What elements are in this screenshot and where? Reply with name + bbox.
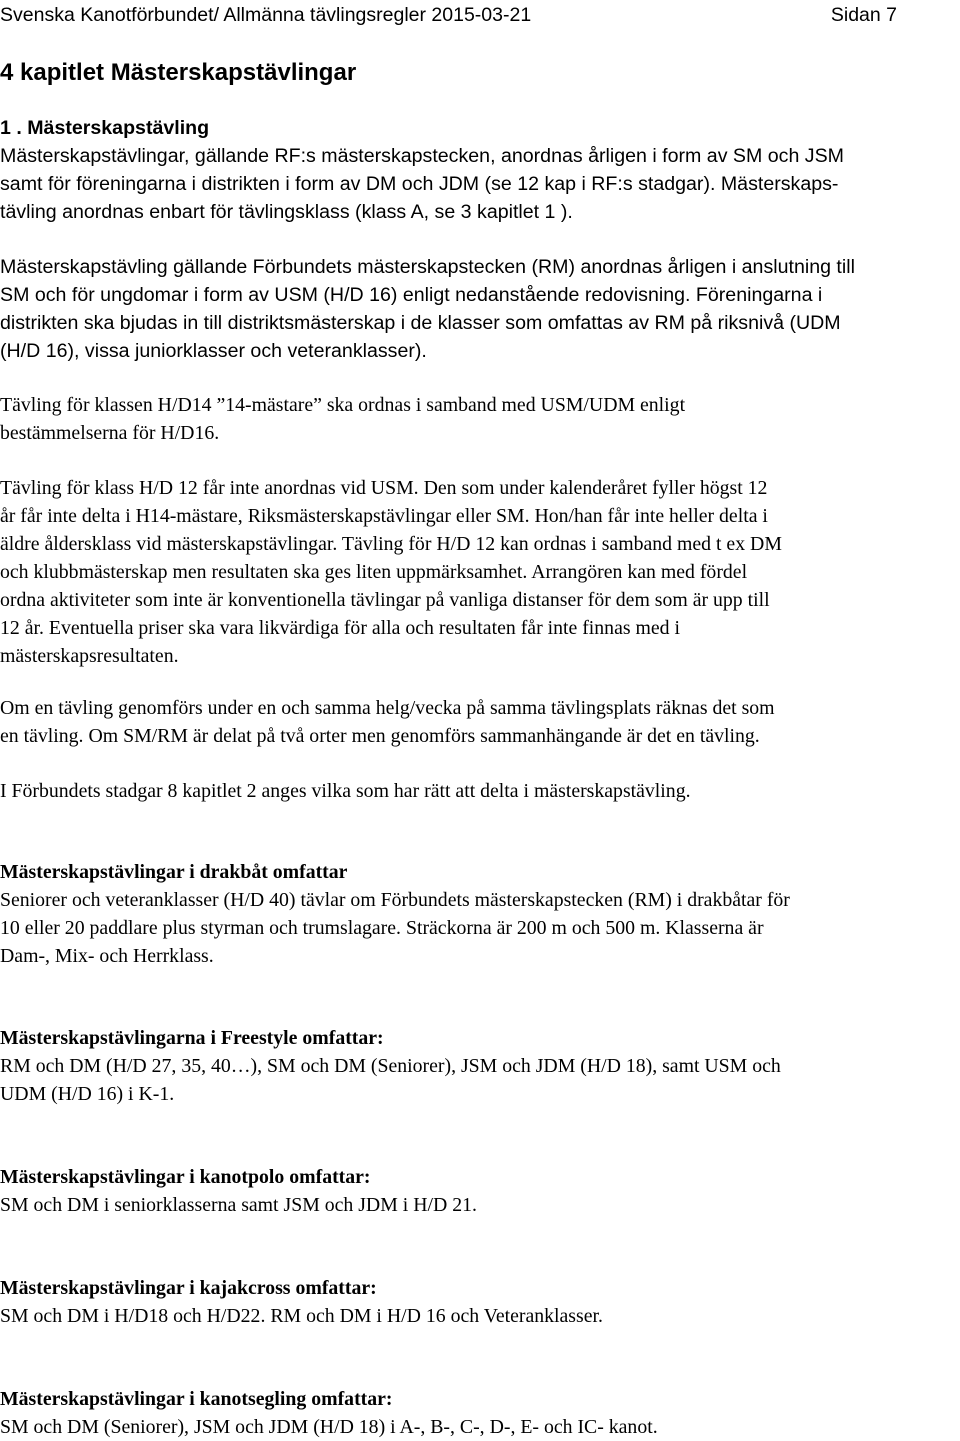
paragraph-line: SM och DM i seniorklasserna samt JSM och JDM i H/D 21. <box>0 1194 477 1216</box>
paragraph-line: 12 år. Eventuella priser ska vara likvärdiga för alla och resultaten får inte finnas med i <box>0 617 680 639</box>
paragraph-line: år får inte delta i H14-mästare, Riksmästerskapstävlingar eller SM. Hon/han får inte heller delta i <box>0 505 768 527</box>
section-kanotsegling <box>0 1385 960 1441</box>
paragraph-line: (H/D 16), vissa juniorklasser och veteranklasser). <box>0 340 427 362</box>
section-1-line: Mästerskapstävlingar, gällande RF:s mästerskapstecken, anordnas årligen i form av SM och JSM <box>0 145 844 167</box>
section-kajakcross <box>0 1274 960 1330</box>
paragraph-line: distrikten ska bjudas in till distriktsmästerskap i de klasser som omfattas av RM på riksnivå (UDM <box>0 312 841 334</box>
kanotpolo-heading: Mästerskapstävlingar i kanotpolo omfattar: <box>0 1166 371 1188</box>
paragraph-line: RM och DM (H/D 27, 35, 40…), SM och DM (Seniorer), JSM och JDM (H/D 18), samt USM och <box>0 1055 781 1077</box>
paragraph-line: äldre åldersklass vid mästerskapstävlingar. Tävling för H/D 12 kan ordnas i samband med t ex DM <box>0 533 782 555</box>
paragraph-line: SM och DM i H/D18 och H/D22. RM och DM i H/D 16 och Veteranklasser. <box>0 1305 603 1327</box>
paragraph-line: Dam-, Mix- och Herrklass. <box>0 945 214 967</box>
paragraph-line: Mästerskapstävling gällande Förbundets mästerskapstecken (RM) anordnas årligen i anslutning till <box>0 256 855 278</box>
header-left-text: Svenska Kanotförbundet/ Allmänna tävlingsregler 2015-03-21 <box>0 4 532 26</box>
section-kanotpolo <box>0 1163 960 1219</box>
page-number: Sidan 7 <box>830 4 897 26</box>
section-drakbat <box>0 858 960 970</box>
paragraph-line: 10 eller 20 paddlare plus styrman och trumslagare. Sträckorna är 200 m och 500 m. Klasserna är <box>0 917 764 939</box>
paragraph-line: I Förbundets stadgar 8 kapitlet 2 anges vilka som har rätt att delta i mästerskapstävling. <box>0 780 691 802</box>
paragraph-line: SM och för ungdomar i form av USM (H/D 16) enligt nedanstående redovisning. Föreningarna i <box>0 284 823 306</box>
kajakcross-heading: Mästerskapstävlingar i kajakcross omfattar: <box>0 1277 377 1299</box>
paragraph-line: Tävling för klassen H/D14 ”14-mästare” ska ordnas i samband med USM/UDM enligt <box>0 394 686 416</box>
section-freestyle <box>0 1024 960 1108</box>
paragraph-line: ordna aktiviteter som inte är konventionella tävlingar på vanliga distanser för dem som är upp till <box>0 589 770 611</box>
kanotsegling-heading: Mästerskapstävlingar i kanotsegling omfattar: <box>0 1388 393 1410</box>
paragraph-h14 <box>0 391 960 447</box>
freestyle-heading: Mästerskapstävlingarna i Freestyle omfattar: <box>0 1027 384 1049</box>
paragraph-line: Seniorer och veteranklasser (H/D 40) tävlar om Förbundets mästerskapstecken (RM) i drakbåtar för <box>0 889 790 911</box>
page-header <box>0 3 897 27</box>
paragraph-line: Om en tävling genomförs under en och samma helg/vecka på samma tävlingsplats räknas det som <box>0 697 775 719</box>
paragraph-weekend <box>0 694 960 750</box>
paragraph-h12 <box>0 474 960 670</box>
paragraph-line: UDM (H/D 16) i K-1. <box>0 1083 175 1105</box>
paragraph-line: SM och DM (Seniorer), JSM och JDM (H/D 18) i A-, B-, C-, D-, E- och IC- kanot. <box>0 1416 658 1438</box>
paragraph-line: mästerskapsresultaten. <box>0 645 179 667</box>
paragraph-line: en tävling. Om SM/RM är delat på två orter men genomförs sammanhängande är det en tävling. <box>0 725 760 747</box>
section-1-line: samt för föreningarna i distrikten i form av DM och JDM (se 12 kap i RF:s stadgar). Mästerskaps- <box>0 173 839 195</box>
paragraph-rm <box>0 253 960 365</box>
paragraph-line: Tävling för klass H/D 12 får inte anordnas vid USM. Den som under kalenderåret fyller högst 12 <box>0 477 768 499</box>
drakbat-heading: Mästerskapstävlingar i drakbåt omfattar <box>0 861 348 883</box>
section-1-line: tävling anordnas enbart för tävlingsklass (klass A, se 3 kapitlet 1 ). <box>0 201 573 223</box>
chapter-title: 4 kapitlet Mästerskapstävlingar <box>0 59 357 86</box>
paragraph-line: och klubbmästerskap men resultaten ska ges liten uppmärksamhet. Arrangören kan med fördel <box>0 561 748 583</box>
section-1 <box>0 114 960 226</box>
paragraph-line: bestämmelserna för H/D16. <box>0 422 220 444</box>
paragraph-stadgar <box>0 777 960 805</box>
section-1-heading: 1 . Mästerskapstävling <box>0 117 210 139</box>
